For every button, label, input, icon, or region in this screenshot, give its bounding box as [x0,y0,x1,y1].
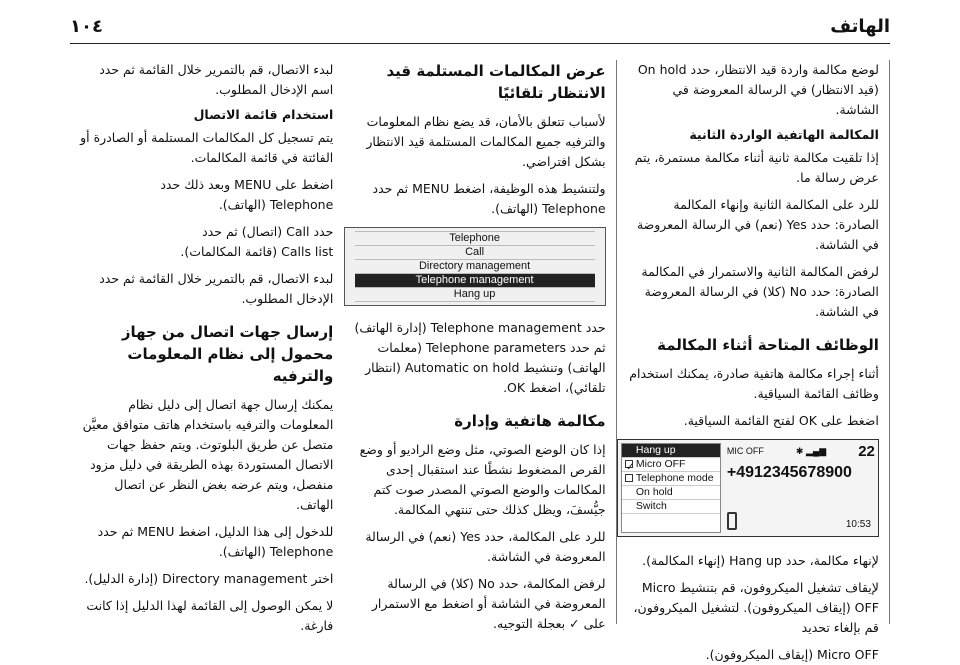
paragraph: حدد Telephone management (إدارة الهاتف) ثم حدد Telephone parameters (معلمات الهاتف) وتنشيط Automatic on hold (انتظار تلقائي)، اضغط OK. [354,320,606,395]
text-line: Telephone (الهاتف). [218,544,334,559]
paragraph: يتم تسجيل كل المكالمات المستلمة أو الصادرة أو الفائتة في قائمة المكالمات. [80,130,334,165]
text-line: Calls list (قائمة المكالمات). [180,244,334,259]
menu-item-telephone[interactable]: Telephone [355,231,595,246]
context-item-hang-up[interactable]: Hang up [622,444,720,458]
paragraph: لبدء الاتصال، قم بالتمرير خلال القائمة ثم حدد الإدخال المطلوب. [99,271,334,306]
paragraph: لإنهاء مكالمة، حدد Hang up (إنهاء المكالمة). [642,553,879,568]
content-columns [70,60,890,662]
paragraph [80,522,333,562]
paragraph [80,222,333,262]
in-call-screen-screenshot [617,439,879,537]
text-line: لرفض المكالمة، حدد No (كلا) في الرسالة المعروضة في الشاشة أو اضغط مع الاستمرار على [371,576,606,631]
menu-item-hang-up[interactable]: Hang up [355,288,595,302]
check-mark-icon: ✓ [569,616,580,631]
paragraph: لرفض المكالمة الثانية والاستمرار في المكالمة الصادرة: حدد No (كلا) في الرسالة المعروضة في الشاشة. [641,264,879,319]
clock-display: 22 [858,442,875,460]
column-left [617,60,890,662]
checkbox-icon[interactable]: ✓ [625,461,635,473]
text-line: بعجلة التوجيه. [493,616,566,631]
paragraph: أثناء إجراء مكالمة هاتفية صادرة، يمكنك استخدام وظائف القائمة السياقية. [629,366,879,401]
context-item-telephone-mode[interactable]: Telephone mode [622,472,720,486]
paragraph: يمكنك إرسال جهة اتصال إلى دليل نظام المعلومات والترفيه باستخدام هاتف متوافق معيَّن متصل عن طريق البلوتوث. ويتم حفظ جهات الاتصال المستوردة بهذه الطريقة في دليل مزود منفصل، ويتم عرضه بغض النظر عن اتصال الهاتف. [82,397,334,512]
text-line: اضغط على MENU وبعد ذلك حدد [160,177,334,192]
context-item-switch[interactable]: Switch [622,500,720,514]
column-right [70,60,343,633]
paragraph [80,175,333,215]
call-duration: 10:53 [845,519,871,530]
paragraph: لبدء الاتصال، قم بالتمرير خلال القائمة ثم حدد اسم الإدخال المطلوب. [99,62,334,97]
checkbox-icon[interactable] [625,474,633,482]
telephone-menu-screenshot [344,227,606,306]
mic-off-label: MIC OFF [726,446,764,456]
call-info-panel [721,443,875,533]
paragraph: لأسباب تتعلق بالأمان، قد يضع نظام المعلومات والترفيه جميع المكالمات المستلمة قيد الانتظار بشكل افتراضي. [366,114,606,169]
paragraph: للرد على المكالمة، حدد Yes (نعم) في الرسالة المعروضة في الشاشة. [365,529,606,564]
text-line: Telephone (الهاتف). [218,197,334,212]
section-heading: عرض المكالمات المستلمة قيد الانتظار تلقائيًا [386,62,606,102]
page-title: الهاتف [830,16,890,37]
paragraph: للرد على المكالمة الثانية وإنهاء المكالمة الصادرة: حدد Yes (نعم) في الرسالة المعروضة في الشاشة. [636,197,879,252]
bluetooth-signal-icon: ✱ ▂▄▆ [795,445,827,456]
paragraph: اضغط على OK لفتح القائمة السياقية. [683,413,879,428]
page-number: ١٠٤ [70,16,103,37]
section-heading: الوظائف المتاحة أثناء المكالمة [657,336,879,354]
phone-number: +4912345678900 [726,464,852,481]
text-line: للدخول إلى هذا الدليل، اضغط MENU ثم حدد [97,524,334,539]
context-item-micro-off[interactable]: ✓ Micro OFF [622,458,720,472]
phone-icon [727,512,737,530]
section-heading: إرسال جهات اتصال من جهاز محمول إلى نظام المعلومات والترفيه [121,323,334,385]
menu-item-call[interactable]: Call [355,246,595,260]
paragraph: Micro OFF (إيقاف الميكروفون). [705,647,879,662]
text-line: حدد Call (اتصال) ثم حدد [202,224,334,239]
paragraph: إذا كان الوضع الصوتي، مثل وضع الراديو أو وضع القرص المضغوط نشطًا عند استقبال إحدى المكالمات والوضع الصوتي المصدر صوت كتم جيُّسفَ، ويظل كذلك حتى تنتهي المكالمة. [359,442,606,517]
context-item-on-hold[interactable]: On hold [622,486,720,500]
paragraph [353,179,605,219]
paragraph: لا يمكن الوصول إلى القائمة لهذا الدليل إذا كانت فارغة. [86,598,334,633]
paragraph: لإيقاف تشغيل الميكروفون، قم بتنشيط Micro OFF (إيقاف الميكروفون). لتشغيل الميكروفون، قم بإلغاء تحديد [633,580,879,635]
text-line: ولتنشيط هذه الوظيفة، اضغط MENU ثم حدد [372,181,606,196]
paragraph: إذا تلقيت مكالمة ثانية أثناء مكالمة مستمرة، يتم عرض رسالة ما. [634,150,879,185]
status-bar [727,443,875,459]
section-heading: استخدام قائمة الاتصال [193,107,334,122]
paragraph [353,574,605,634]
menu-item-directory-management[interactable]: Directory management [355,260,595,274]
section-heading: المكالمة الهاتفية الواردة الثانية [689,127,879,142]
page-header [70,14,890,44]
column-middle [343,60,616,631]
section-heading: مكالمة هاتفية وإدارة [454,412,606,430]
text-line: Telephone (الهاتف). [491,201,606,216]
paragraph: اختر Directory management (إدارة الدليل). [84,571,334,586]
context-menu [621,443,721,533]
menu-item-telephone-management[interactable]: Telephone management [355,274,595,288]
paragraph: لوضع مكالمة واردة قيد الانتظار، حدد On hold (قيد الانتظار) في الرسالة المعروضة في الشاشة. [637,62,879,117]
